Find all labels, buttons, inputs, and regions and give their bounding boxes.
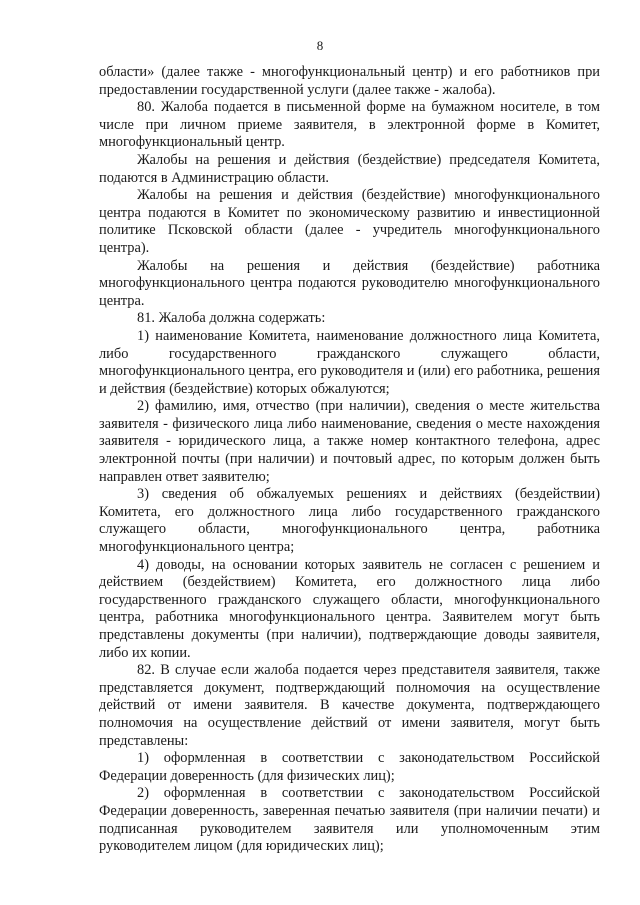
list-item-81-1: 1) наименование Комитета, наименование должностного лица Комитета, либо государственного гражданского служащего области, многофункционального центра, его руководителя и (или) его работника, решения и действия (бездействие) которых обжалуются; — [99, 327, 600, 397]
paragraph-complaint-mfc: Жалобы на решения и действия (бездействие) многофункционального центра подаются в Комитет по экономическому развитию и инвестиционной политике Псковской области (далее - учредитель многофункционального центра). — [99, 187, 600, 256]
list-item-81-4: 4) доводы, на основании которых заявитель не согласен с решением и действием (бездействием) Комитета, его должностного лица либо государственного гражданского служащего области, многофункционального центра, работника многофункционального центра. Заявителем могут быть представлены документы (при наличии), подтверждающие доводы заявителя, либо их копии. — [99, 556, 600, 661]
page-number: 8 — [316, 38, 324, 53]
list-item-82-2: 2) оформленная в соответствии с законодательством Российской Федерации доверенность, заверенная печатью заявителя (при наличии печати) и подписанная руководителем заявителя или уполномоченным этим руководителем лицом (для юридических лиц); — [99, 785, 600, 855]
paragraph-81: 81. Жалоба должна содержать: — [137, 310, 326, 327]
paragraph-80: 80. Жалоба подается в письменной форме на бумажном носителе, в том числе при личном приеме заявителя, в электронной форме в Комитет, многофункциональный центр. — [99, 99, 600, 151]
paragraph-complaint-chairman: Жалобы на решения и действия (бездействие) председателя Комитета, подаются в Администрацию области. — [99, 151, 600, 186]
paragraph-complaint-mfc-worker: Жалобы на решения и действия (бездействие) работника многофункционального центра подаются руководителю многофункционального центра. — [99, 257, 600, 309]
paragraph-continuation: области» (далее также - многофункциональный центр) и его работников при предоставлении государственной услуги (далее также - жалоба). — [99, 64, 600, 98]
list-item-82-1: 1) оформленная в соответствии с законодательством Российской Федерации доверенность (для физических лиц); — [99, 750, 600, 784]
list-item-81-3: 3) сведения об обжалуемых решениях и действиях (бездействии) Комитета, его должностного лица либо государственного гражданского служащего области, многофункционального центра, работника многофункционального центра; — [99, 486, 600, 556]
list-item-81-2: 2) фамилию, имя, отчество (при наличии), сведения о месте жительства заявителя - физического лица либо наименование, сведения о месте нахождения заявителя - юридического лица, а также номер контактного телефона, адрес электронной почты (при наличии) и почтовый адрес, по которым должен быть направлен ответ заявителю; — [99, 398, 600, 485]
document-body — [99, 64, 600, 856]
paragraph-82: 82. В случае если жалоба подается через представителя заявителя, также представляется документ, подтверждающий полномочия на осуществление действий от имени заявителя. В качестве документа, подтверждающего полномочия на осуществление действий от имени заявителя, могут быть представлены: — [99, 662, 600, 749]
